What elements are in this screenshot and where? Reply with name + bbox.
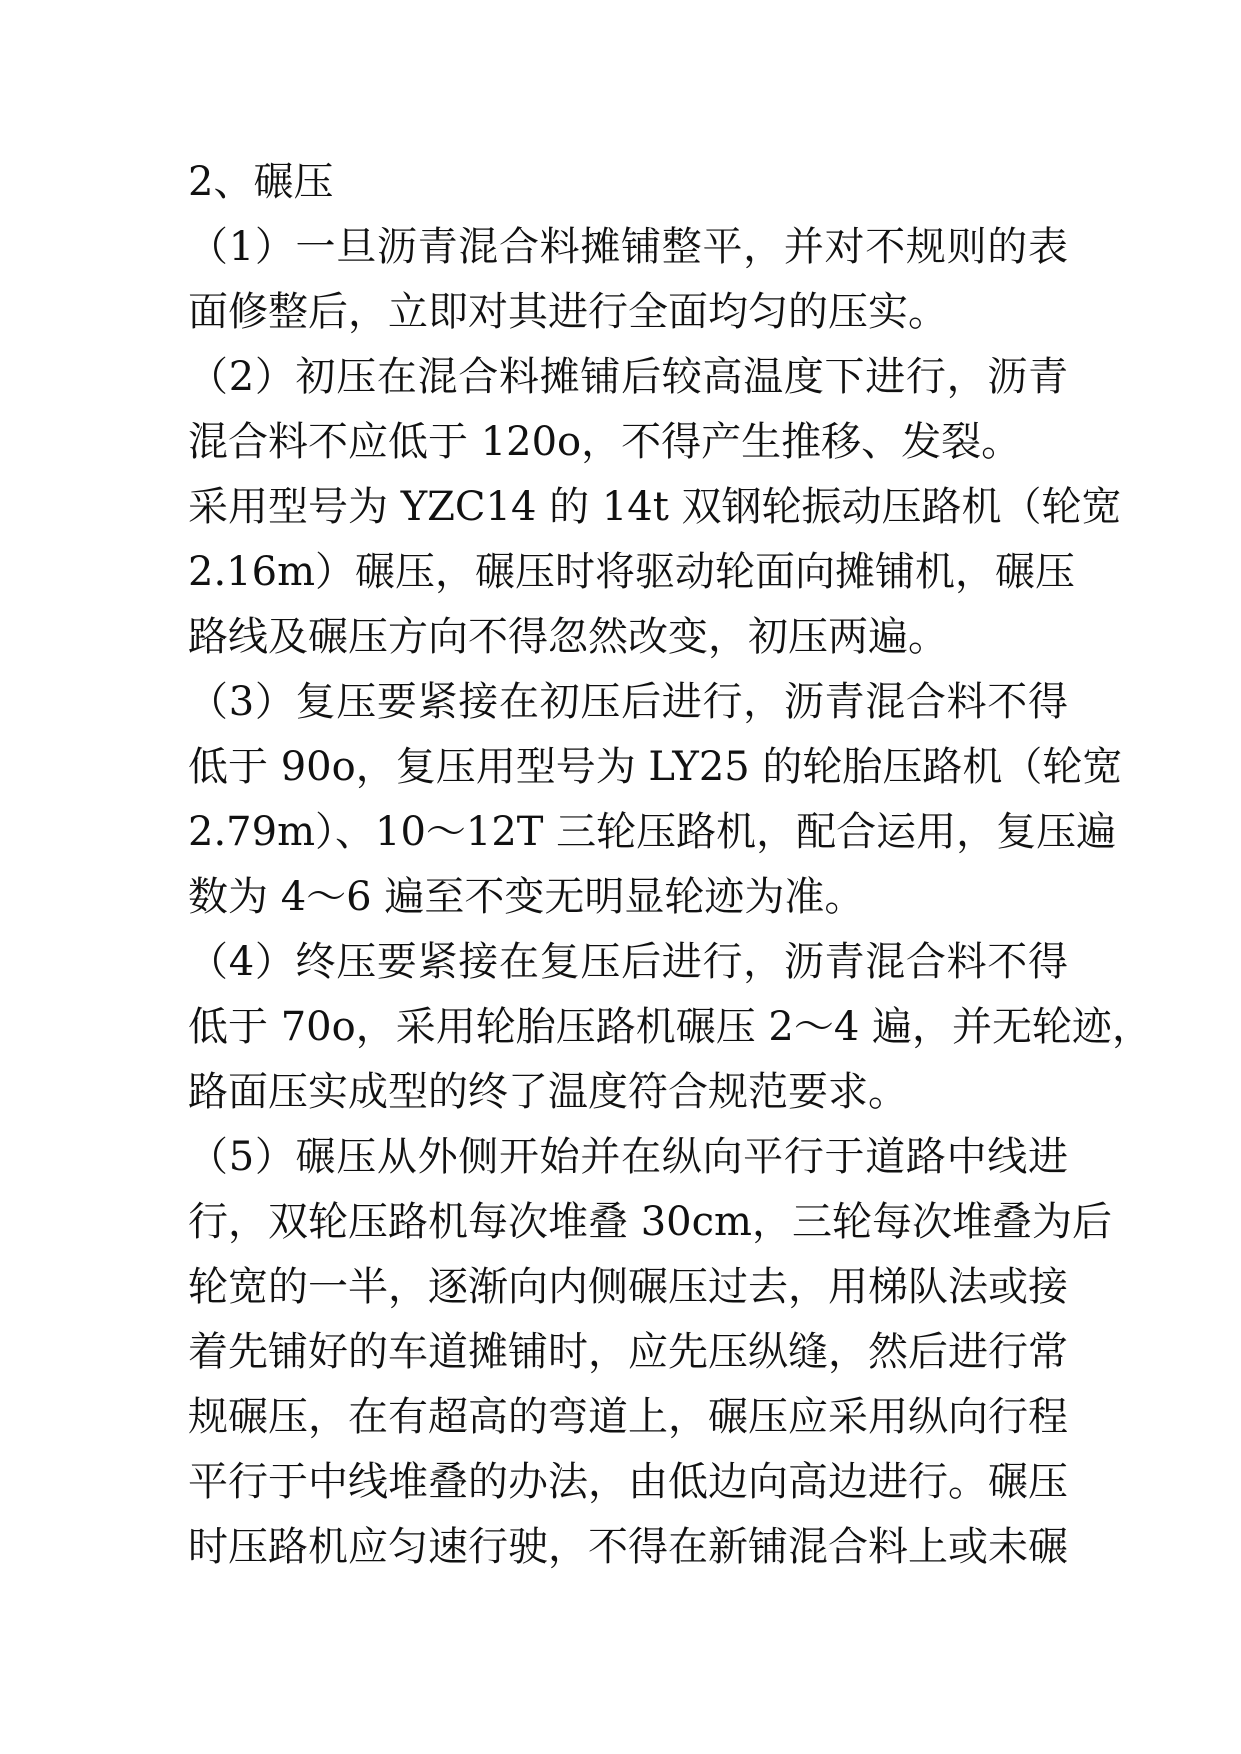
text-line: 路面压实成型的终了温度符合规范要求。 [188, 1069, 908, 1115]
section-heading: 2、碾压 [188, 159, 334, 205]
text-line: （1）一旦沥青混合料摊铺整平，并对不规则的表 [188, 224, 1068, 270]
text-line: 平行于中线堆叠的办法，由低边向高边进行。碾压 [188, 1459, 1068, 1505]
text-line: 低于 90o，复压用型号为 LY25 的轮胎压路机（轮宽 [188, 744, 1123, 790]
text-line: 面修整后，立即对其进行全面均匀的压实。 [188, 289, 948, 335]
text-line: 行，双轮压路机每次堆叠 30cm，三轮每次堆叠为后 [188, 1199, 1112, 1245]
text-line: （5）碾压从外侧开始并在纵向平行于道路中线进 [188, 1134, 1068, 1180]
text-line: 规碾压，在有超高的弯道上，碾压应采用纵向行程 [188, 1394, 1068, 1440]
text-line: （3）复压要紧接在初压后进行，沥青混合料不得 [188, 679, 1068, 725]
document-body [188, 150, 1153, 1580]
text-line: 时压路机应匀速行驶，不得在新铺混合料上或未碾 [188, 1524, 1068, 1570]
text-line: （2）初压在混合料摊铺后较高温度下进行，沥青 [188, 354, 1068, 400]
text-line: 轮宽的一半，逐渐向内侧碾压过去，用梯队法或接 [188, 1264, 1068, 1310]
text-line: 采用型号为 YZC14 的 14t 双钢轮振动压路机（轮宽 [188, 484, 1122, 530]
text-line: （4）终压要紧接在复压后进行，沥青混合料不得 [188, 939, 1068, 985]
text-line: 路线及碾压方向不得忽然改变，初压两遍。 [188, 614, 948, 660]
text-line: 着先铺好的车道摊铺时，应先压纵缝，然后进行常 [188, 1329, 1068, 1375]
text-line: 数为 4～6 遍至不变无明显轮迹为准。 [188, 874, 865, 920]
text-line: 2.79m）、10～12T 三轮压路机，配合运用，复压遍 [188, 809, 1117, 855]
text-line: 混合料不应低于 120o，不得产生推移、发裂。 [188, 419, 1022, 465]
text-line: 2.16m）碾压，碾压时将驱动轮面向摊铺机，碾压 [188, 549, 1075, 595]
text-line: 低于 70o，采用轮胎压路机碾压 2～4 遍，并无轮迹， [188, 1004, 1153, 1050]
